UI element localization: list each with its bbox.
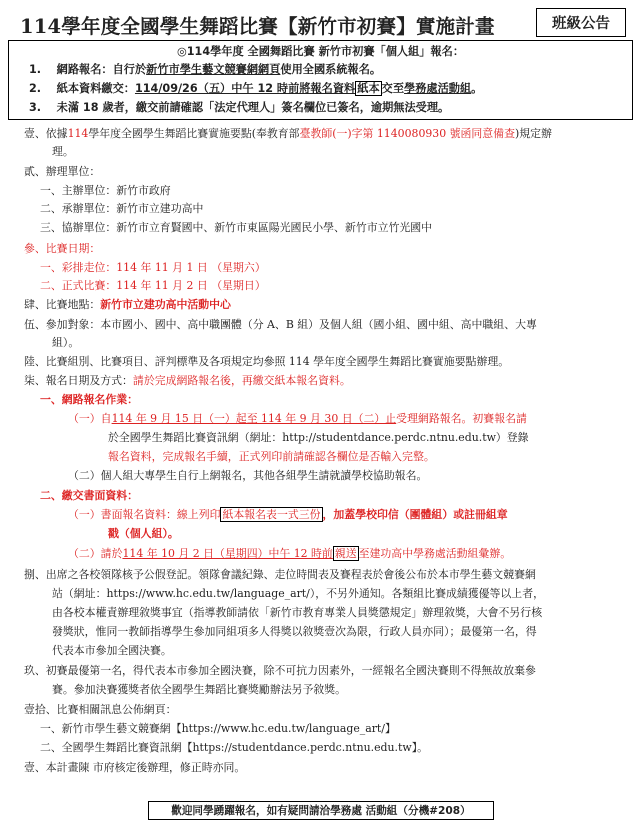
section-5-cont: 組）。 [52, 336, 80, 349]
section-6-rules: 陸、比賽組別、比賽項目、評判標準及各項規定均參照 114 學年度全國學生舞蹈比賽實施要點辦理。 [24, 355, 510, 368]
section-1-cont: 理。 [52, 145, 74, 158]
section-7-heading: 柒、報名日期及方式：請於完成網路報名後，再繳交紙本報名資料。 [24, 374, 351, 387]
notice-line-2: 2. 紙本資料繳交：114/09/26（五）中午 12 時前將報名資料 紙本 交至學務處活動組。 [29, 82, 483, 95]
paper-submission-heading: 二、繳交書面資料： [40, 489, 139, 502]
notice-line-1: 1. 網路報名：自行於新竹市學生藝文競賽網網頁使用全國系統報名。 [29, 63, 382, 76]
footer-contact-note: 歡迎同學踴躍報名，如有疑問請洽學務處 活動組（分機#208） [148, 801, 494, 820]
section-8-line-4: 發獎狀，惟同一教師指導學生參加同組項多人得獎以敘獎壹次為限，行政人員亦同）；最優第一名，得 [52, 625, 537, 638]
section-1-basis: 壹、依據114學年度全國學生舞蹈比賽實施要點(奉教育部臺教師(一)字第 1140080930 號函同意備查)規定辦 [24, 127, 552, 140]
co-organizers: 三、協辦單位：新竹市立育賢國中、新竹市東區陽光國民小學、新竹市立竹光國中 [40, 221, 433, 234]
section-8-line-1: 捌、出席之各校領隊核予公假登記。領隊會議紀錄、走位時間表及賽程表於會後公布於本市學生藝文競賽網 [24, 568, 536, 581]
section-9-line-2: 賽。參加決賽獲獎者依全國學生舞蹈比賽獎勵辦法另予敘獎。 [52, 683, 347, 696]
page-title: 114學年度全國學生舞蹈比賽【新竹市初賽】實施計畫 [20, 15, 495, 38]
section-4-venue: 肆、比賽地點：新竹市立建功高中活動中心 [24, 298, 231, 311]
online-registration-item-1: （一）自114 年 9 月 15 日（一）起至 114 年 9 月 30 日（二）止受理網路報名。初賽報名請 [68, 412, 527, 425]
online-registration-item-2: （二）個人組大專學生自行上網報名，其他各組學生請就讀學校協助報名。 [68, 469, 428, 482]
section-2-heading: 貳、辦理單位： [24, 165, 101, 178]
paper-submission-item-1-cont: 戳（個人組）。 [108, 527, 179, 540]
section-3-heading: 參、比賽日期： [24, 242, 101, 255]
link-studentdance: 二、全國學生舞蹈比賽資訊網【https://studentdance.perdc.ntnu.edu.tw】。 [40, 741, 429, 754]
section-11-approval: 壹、本計畫陳 市府核定後辦理，修正時亦同。 [24, 761, 246, 774]
section-5-participants: 伍、參加對象：本市國小、國中、高中職團體（分 A、B 組）及個人組（國小組、國中組、高中職組、大專 [24, 318, 537, 331]
paper-submission-item-1: （一）書面報名資料：線上列印 紙本報名表一式三份 ，加蓋學校印信（團體組）或註冊組章 [68, 508, 508, 521]
link-hc-edu: 一、新竹市學生藝文競賽網【https://www.hc.edu.tw/language_art/】 [40, 722, 396, 735]
host: 二、承辦單位：新竹市立建功高中 [40, 202, 204, 215]
registration-notice-box [8, 40, 633, 120]
notice-heading: ◎114學年度 全國舞蹈比賽 新竹市初賽「個人組」報名： [176, 45, 465, 58]
class-announcement-badge: 班級公告 [536, 8, 626, 37]
section-8-line-5: 代表本市參加全國決賽。 [52, 644, 172, 657]
online-registration-url-line: 於全國學生舞蹈比賽資訊網（網址：http://studentdance.perdc.ntnu.edu.tw）登錄 [108, 431, 529, 444]
section-8-line-2: 站（網址：https://www.hc.edu.tw/language_art/），不另外通知。各類組比賽成績獲優等以上者， [52, 587, 544, 600]
section-10-heading: 壹拾、比賽相關訊息公佈網頁： [24, 703, 177, 716]
rehearsal-date: 一、彩排走位：114 年 11 月 1 日 （星期六） [40, 261, 266, 274]
online-registration-confirm: 報名資料，完成報名手續，正式列印前請確認各欄位是否輸入完整。 [108, 450, 435, 463]
notice-line-3: 3. 未滿 18 歲者，繳交前請確認「法定代理人」簽名欄位已簽名，逾期無法受理。 [29, 101, 450, 114]
organizer: 一、主辦單位：新竹市政府 [40, 184, 171, 197]
online-registration-heading: 一、網路報名作業： [40, 393, 139, 406]
competition-date: 二、正式比賽：114 年 11 月 2 日 （星期日） [40, 279, 266, 292]
section-8-line-3: 由各校本權責辦理敘獎事宜（指導教師請依「新竹市教育專業人員獎懲規定」辦理敘獎，大會不另行核 [52, 606, 543, 619]
section-9-line-1: 玖、初賽最優第一名，得代表本市參加全國決賽，除不可抗力因素外，一經報名全國決賽則不得無故放棄參 [24, 664, 536, 677]
paper-submission-item-2: （二）請於114 年 10 月 2 日（星期四）中午 12 時前 親送 至建功高中學務處活動組彙辦。 [68, 547, 512, 560]
